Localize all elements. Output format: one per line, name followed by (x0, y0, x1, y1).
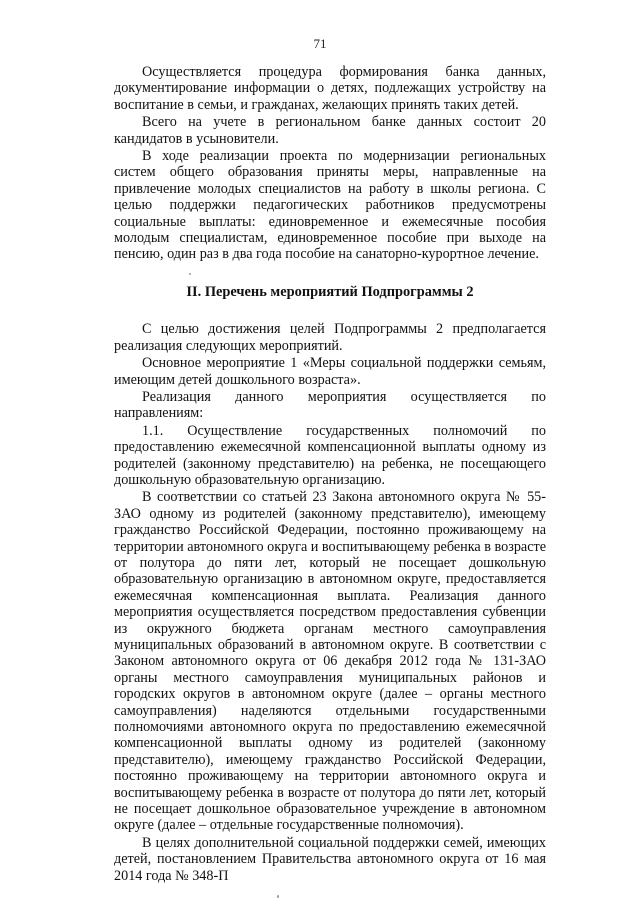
paragraph: Реализация данного мероприятия осуществляется по направлениям: (114, 388, 546, 422)
paragraph: С целью достижения целей Подпрограммы 2 предполагается реализация следующих мероприятий. (114, 321, 546, 354)
paragraph: 1.1. Осуществление государственных полномочий по предоставлению ежемесячной компенсационной выплаты одному из родителей (законному представителю) на ребенка, не посещающего дошкольную образовательную организацию. (114, 422, 546, 488)
page-number: 71 (313, 36, 327, 51)
paragraph: В соответствии со статьей 23 Закона автономного округа № 55-ЗАО одному из родителей (законному представителю), имеющему гражданство Российской Федерации, постоянно проживающему на территории автономного округа и воспитывающему ребенка в возрасте от полутора до пяти лет, который не посещает дошкольную образовательную организацию в автономном округе, предоставляется ежемесячная компенсационная выплата. Реализация данного мероприятия осуществляется посредством предоставления субвенции из окружного бюджета органам местного самоуправления муниципальных образований в автономном округе. В соответствии с Законом автономного округа от 06 декабря 2012 года № 131-ЗАО органы местного самоуправления муниципальных районов и городских округов в автономном округе (далее – органы местного самоуправления) наделяются отдельными государственными полномочиями автономного округа по предоставлению ежемесячной компенсационной выплаты одному из родителей (законному представителю), имеющему гражданство Российской Федерации, постоянно проживающему на территории автономного округа и воспитывающему ребенка в возрасте от полутора до пяти лет, который не посещает дошкольное образовательное учреждение в автономном округе (далее – отдельные государственные полномочия). (114, 489, 547, 834)
section-title: II. Перечень мероприятий Подпрограммы 2 (186, 283, 474, 300)
paragraph: Основное мероприятие 1 «Меры социальной поддержки семьям, имеющим детей дошкольного возраста». (114, 355, 546, 388)
paragraph: В целях дополнительной социальной поддержки семей, имеющих детей, постановлением Правительства автономного округа от 16 мая 2014 года № 348-П (114, 834, 546, 884)
paragraph: Всего на учете в региональном банке данных состоит 20 кандидатов в усыновители. (114, 114, 546, 147)
document-body (114, 64, 546, 884)
paragraph: Осуществляется процедура формирования банка данных, документирование информации о детях, подлежащих устройству на воспитание в семьи, и гражданах, желающих принять таких детей. (114, 64, 546, 113)
scan-artifact (189, 273, 191, 275)
scan-artifact (277, 895, 279, 898)
paragraph: В ходе реализации проекта по модернизации региональных систем общего образования приняты меры, направленные на привлечение молодых специалистов на работу в школы региона. С целью поддержки педагогических работников предусмотрены социальные выплаты: единовременное и ежемесячные пособия молодым специалистам, единовременное пособие при выходе на пенсию, один раз в два года пособие на санаторно-курортное лечение. (114, 148, 546, 263)
